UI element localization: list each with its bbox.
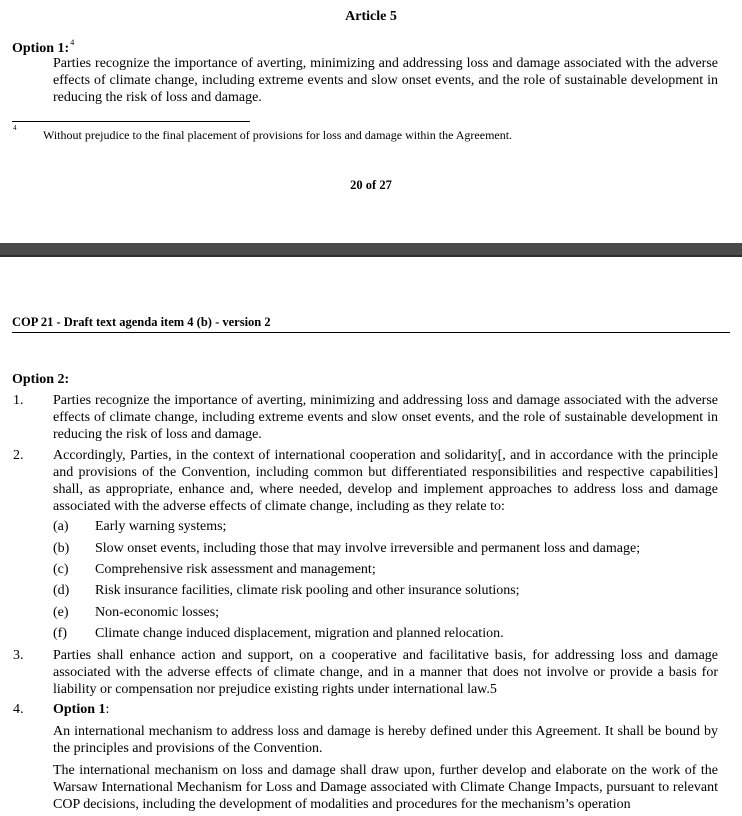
footnote-number: 4: [13, 124, 17, 132]
document-page-20: [0, 0, 742, 243]
item-4-heading: [53, 701, 718, 718]
subitem-text: Slow onset events, including those that may involve irreversible and permanent loss and damage;: [95, 541, 641, 556]
subitem-text: Comprehensive risk assessment and management;: [95, 562, 376, 577]
item-4-paragraph: An international mechanism to address loss and damage is hereby defined under this Agreement. It shall be bound by the principles and provisions of the Convention.: [53, 724, 718, 756]
item-number: 3.: [13, 648, 24, 663]
footnote-separator: [12, 121, 250, 122]
document-page-21: [0, 259, 742, 816]
item-4-option-label: Option 1: [53, 702, 106, 717]
item-4-option-colon: :: [105, 702, 110, 717]
option-1-paragraph: Parties recognize the importance of averting, minimizing and addressing loss and damage associated with the adverse effects of climate change, including extreme events and slow onset events, and the role of sustainable development in reducing the risk of loss and damage.: [53, 56, 718, 105]
subitem-label: (b): [53, 541, 70, 556]
item-number: 1.: [13, 393, 24, 408]
article-title: Article 5: [345, 9, 397, 24]
option-1-heading-label: Option 1:: [12, 41, 70, 56]
document-header: COP 21 - Draft text agenda item 4 (b) - version 2: [12, 315, 271, 329]
subitem-label: (a): [53, 519, 69, 534]
item-2-text: Accordingly, Parties, in the context of international cooperation and solidarity[, and in accordance with the principle and provisions of the Convention, including common but differentiated responsibilities and respective capabilities] shall, as appropriate, enhance and, where needed, develop and implement approaches to address loss and damage associated with the adverse effects of climate change, including as they relate to:: [53, 448, 718, 514]
item-number: 2.: [13, 448, 24, 463]
subitem-text: Non-economic losses;: [95, 605, 220, 620]
subitem-label: (e): [53, 605, 69, 620]
item-1-text: Parties recognize the importance of averting, minimizing and addressing loss and damage associated with the adverse effects of climate change, including extreme events and slow onset events, and the role of sustainable development in reducing the risk of loss and damage.: [53, 393, 718, 442]
item-4-paragraph: The international mechanism on loss and damage shall draw upon, further develop and elaborate on the work of the Warsaw International Mechanism for Loss and Damage associated with Climate Change Impacts, pursuant to relevant COP decisions, including the development of modalities and procedures for the mechanism’s operation: [53, 763, 718, 812]
subitem-label: (d): [53, 583, 70, 598]
option-2-heading: Option 2:: [12, 372, 70, 387]
item-3-text: Parties shall enhance action and support, on a cooperative and facilitative basis, for addressing loss and damage associated with the adverse effects of climate change, and in a manner that does not involve or provide a basis for liability or compensation nor prejudice existing rights under international law.5: [53, 648, 718, 697]
header-rule: [12, 332, 730, 333]
footnote-reference[interactable]: 4: [70, 38, 75, 47]
footnote-text: Without prejudice to the final placement of provisions for loss and damage within the Agreement.: [43, 128, 513, 142]
subitem-text: Risk insurance facilities, climate risk pooling and other insurance solutions;: [95, 583, 520, 598]
item-number: 4.: [13, 702, 24, 717]
option-1-heading: [12, 34, 74, 57]
subitem-label: (f): [53, 626, 67, 641]
page-break-divider: [0, 243, 742, 257]
subitem-text: Early warning systems;: [95, 519, 227, 534]
page-number: 20 of 27: [350, 178, 392, 192]
subitem-text: Climate change induced displacement, migration and planned relocation.: [95, 626, 504, 641]
subitem-label: (c): [53, 562, 69, 577]
